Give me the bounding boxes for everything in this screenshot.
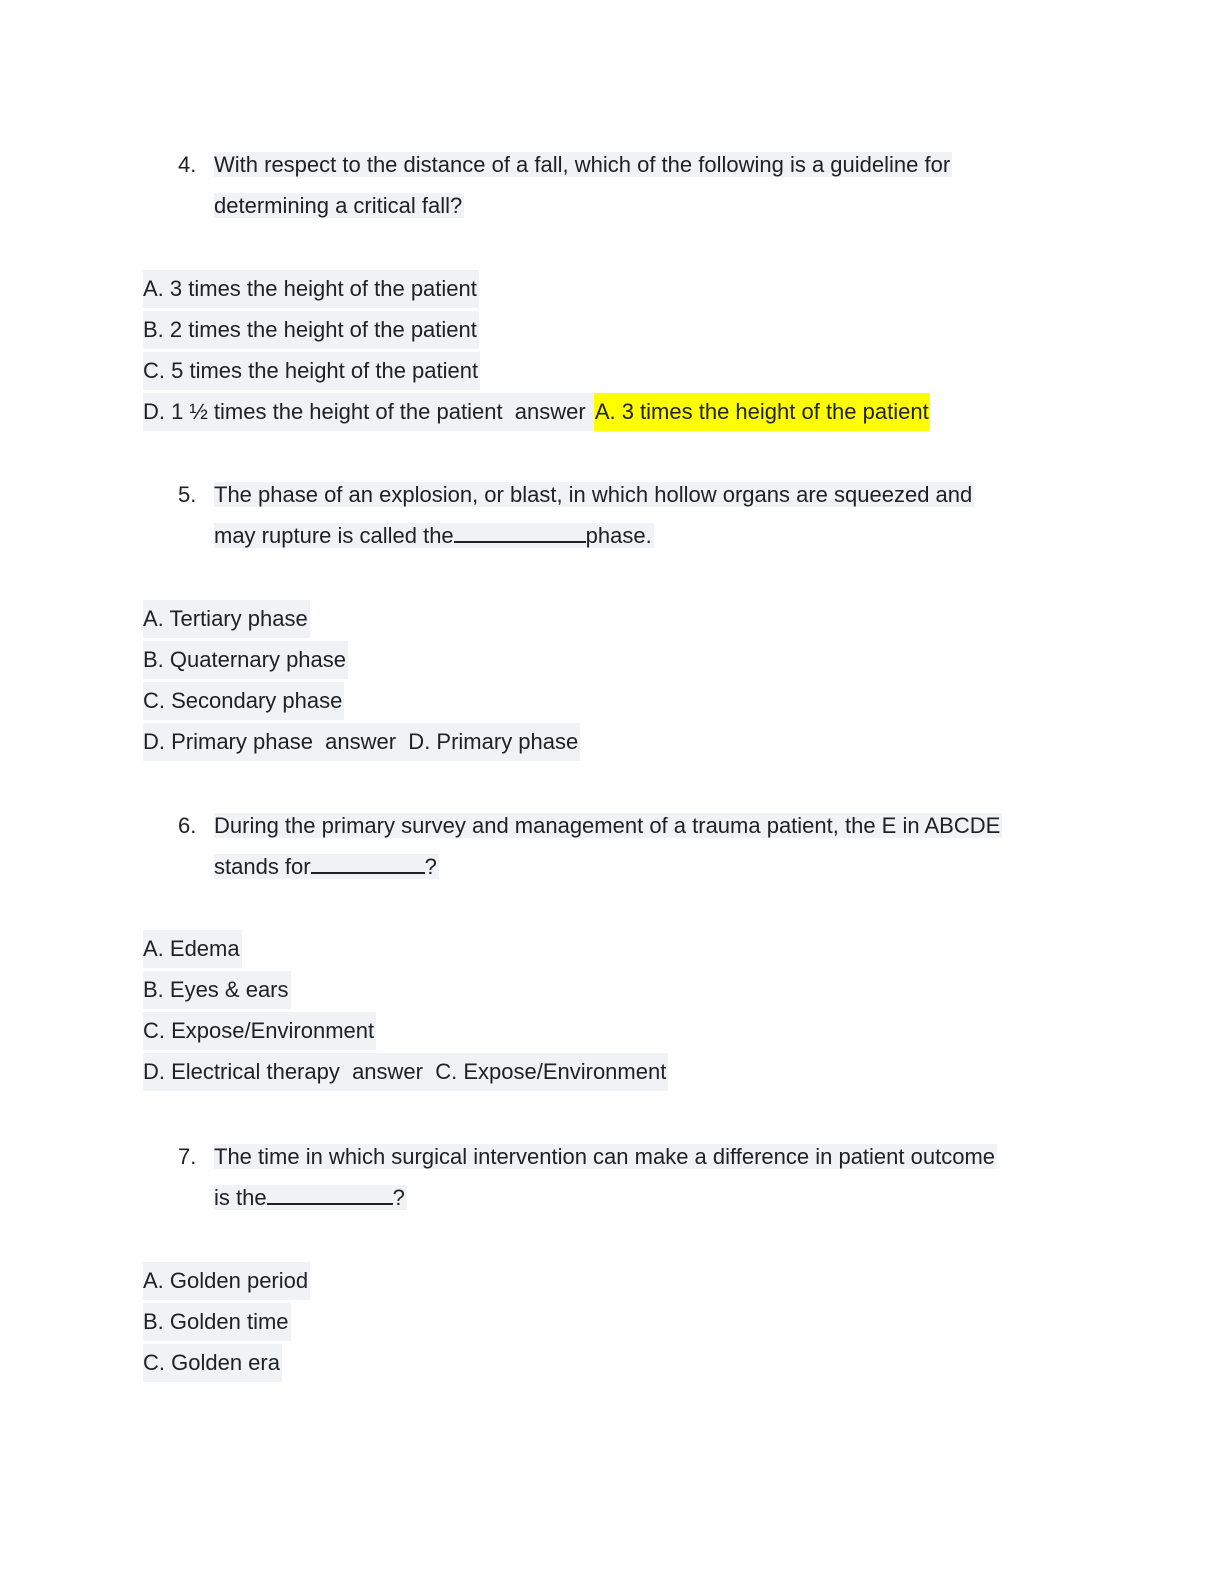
option-d: D. Electrical therapy answer C. Expose/Environment xyxy=(143,1051,668,1092)
question-number: 5. xyxy=(178,474,196,515)
options-list-q6 xyxy=(143,928,668,1092)
options-list-q7 xyxy=(143,1260,310,1383)
question-text-line-2: stands for xyxy=(214,854,311,879)
option-a: A. 3 times the height of the patient xyxy=(143,268,930,309)
fill-in-blank xyxy=(267,1183,393,1205)
option-a: A. Tertiary phase xyxy=(143,598,580,639)
option-b: B. Golden time xyxy=(143,1301,310,1342)
option-b: B. Eyes & ears xyxy=(143,969,668,1010)
question-number: 4. xyxy=(178,144,196,185)
option-c: C. 5 times the height of the patient xyxy=(143,350,930,391)
question-text: During the primary survey and management of a trauma patient, the E in ABCDE stands for ? xyxy=(214,813,1001,879)
question-text-line-1: With respect to the distance of a fall, which of the following is a guideline for xyxy=(214,152,951,177)
highlighted-answer: A. 3 times the height of the patient xyxy=(594,393,930,431)
question-text: The phase of an explosion, or blast, in which hollow organs are squeezed and may rupture is called the phase. xyxy=(214,482,973,548)
option-b: B. Quaternary phase xyxy=(143,639,580,680)
option-a: A. Golden period xyxy=(143,1260,310,1301)
fill-in-blank xyxy=(311,852,425,874)
question-text-line-1: The phase of an explosion, or blast, in which hollow organs are squeezed and xyxy=(214,482,973,507)
option-a: A. Edema xyxy=(143,928,668,969)
options-list-q4 xyxy=(143,268,930,432)
question-text-line-2: may rupture is called the xyxy=(214,523,454,548)
options-list-q5 xyxy=(143,598,580,762)
question-text: The time in which surgical intervention can make a difference in patient outcome is the ? xyxy=(214,1144,996,1210)
option-c: C. Secondary phase xyxy=(143,680,580,721)
question-text-line-2: is the xyxy=(214,1185,267,1210)
question-text xyxy=(214,144,1074,226)
option-c: C. Expose/Environment xyxy=(143,1010,668,1051)
option-d: D. Primary phase answer D. Primary phase xyxy=(143,721,580,762)
option-b: B. 2 times the height of the patient xyxy=(143,309,930,350)
question-number: 7. xyxy=(178,1136,196,1177)
option-c: C. Golden era xyxy=(143,1342,310,1383)
question-number: 6. xyxy=(178,805,196,846)
question-text-line-1: The time in which surgical intervention can make a difference in patient outcome xyxy=(214,1144,996,1169)
question-text-line-2: determining a critical fall? xyxy=(214,193,463,218)
option-d: D. 1 ½ times the height of the patient answer A. 3 times the height of the patient xyxy=(143,391,930,432)
fill-in-blank xyxy=(454,521,586,543)
question-text-line-1: During the primary survey and management of a trauma patient, the E in ABCDE xyxy=(214,813,1001,838)
